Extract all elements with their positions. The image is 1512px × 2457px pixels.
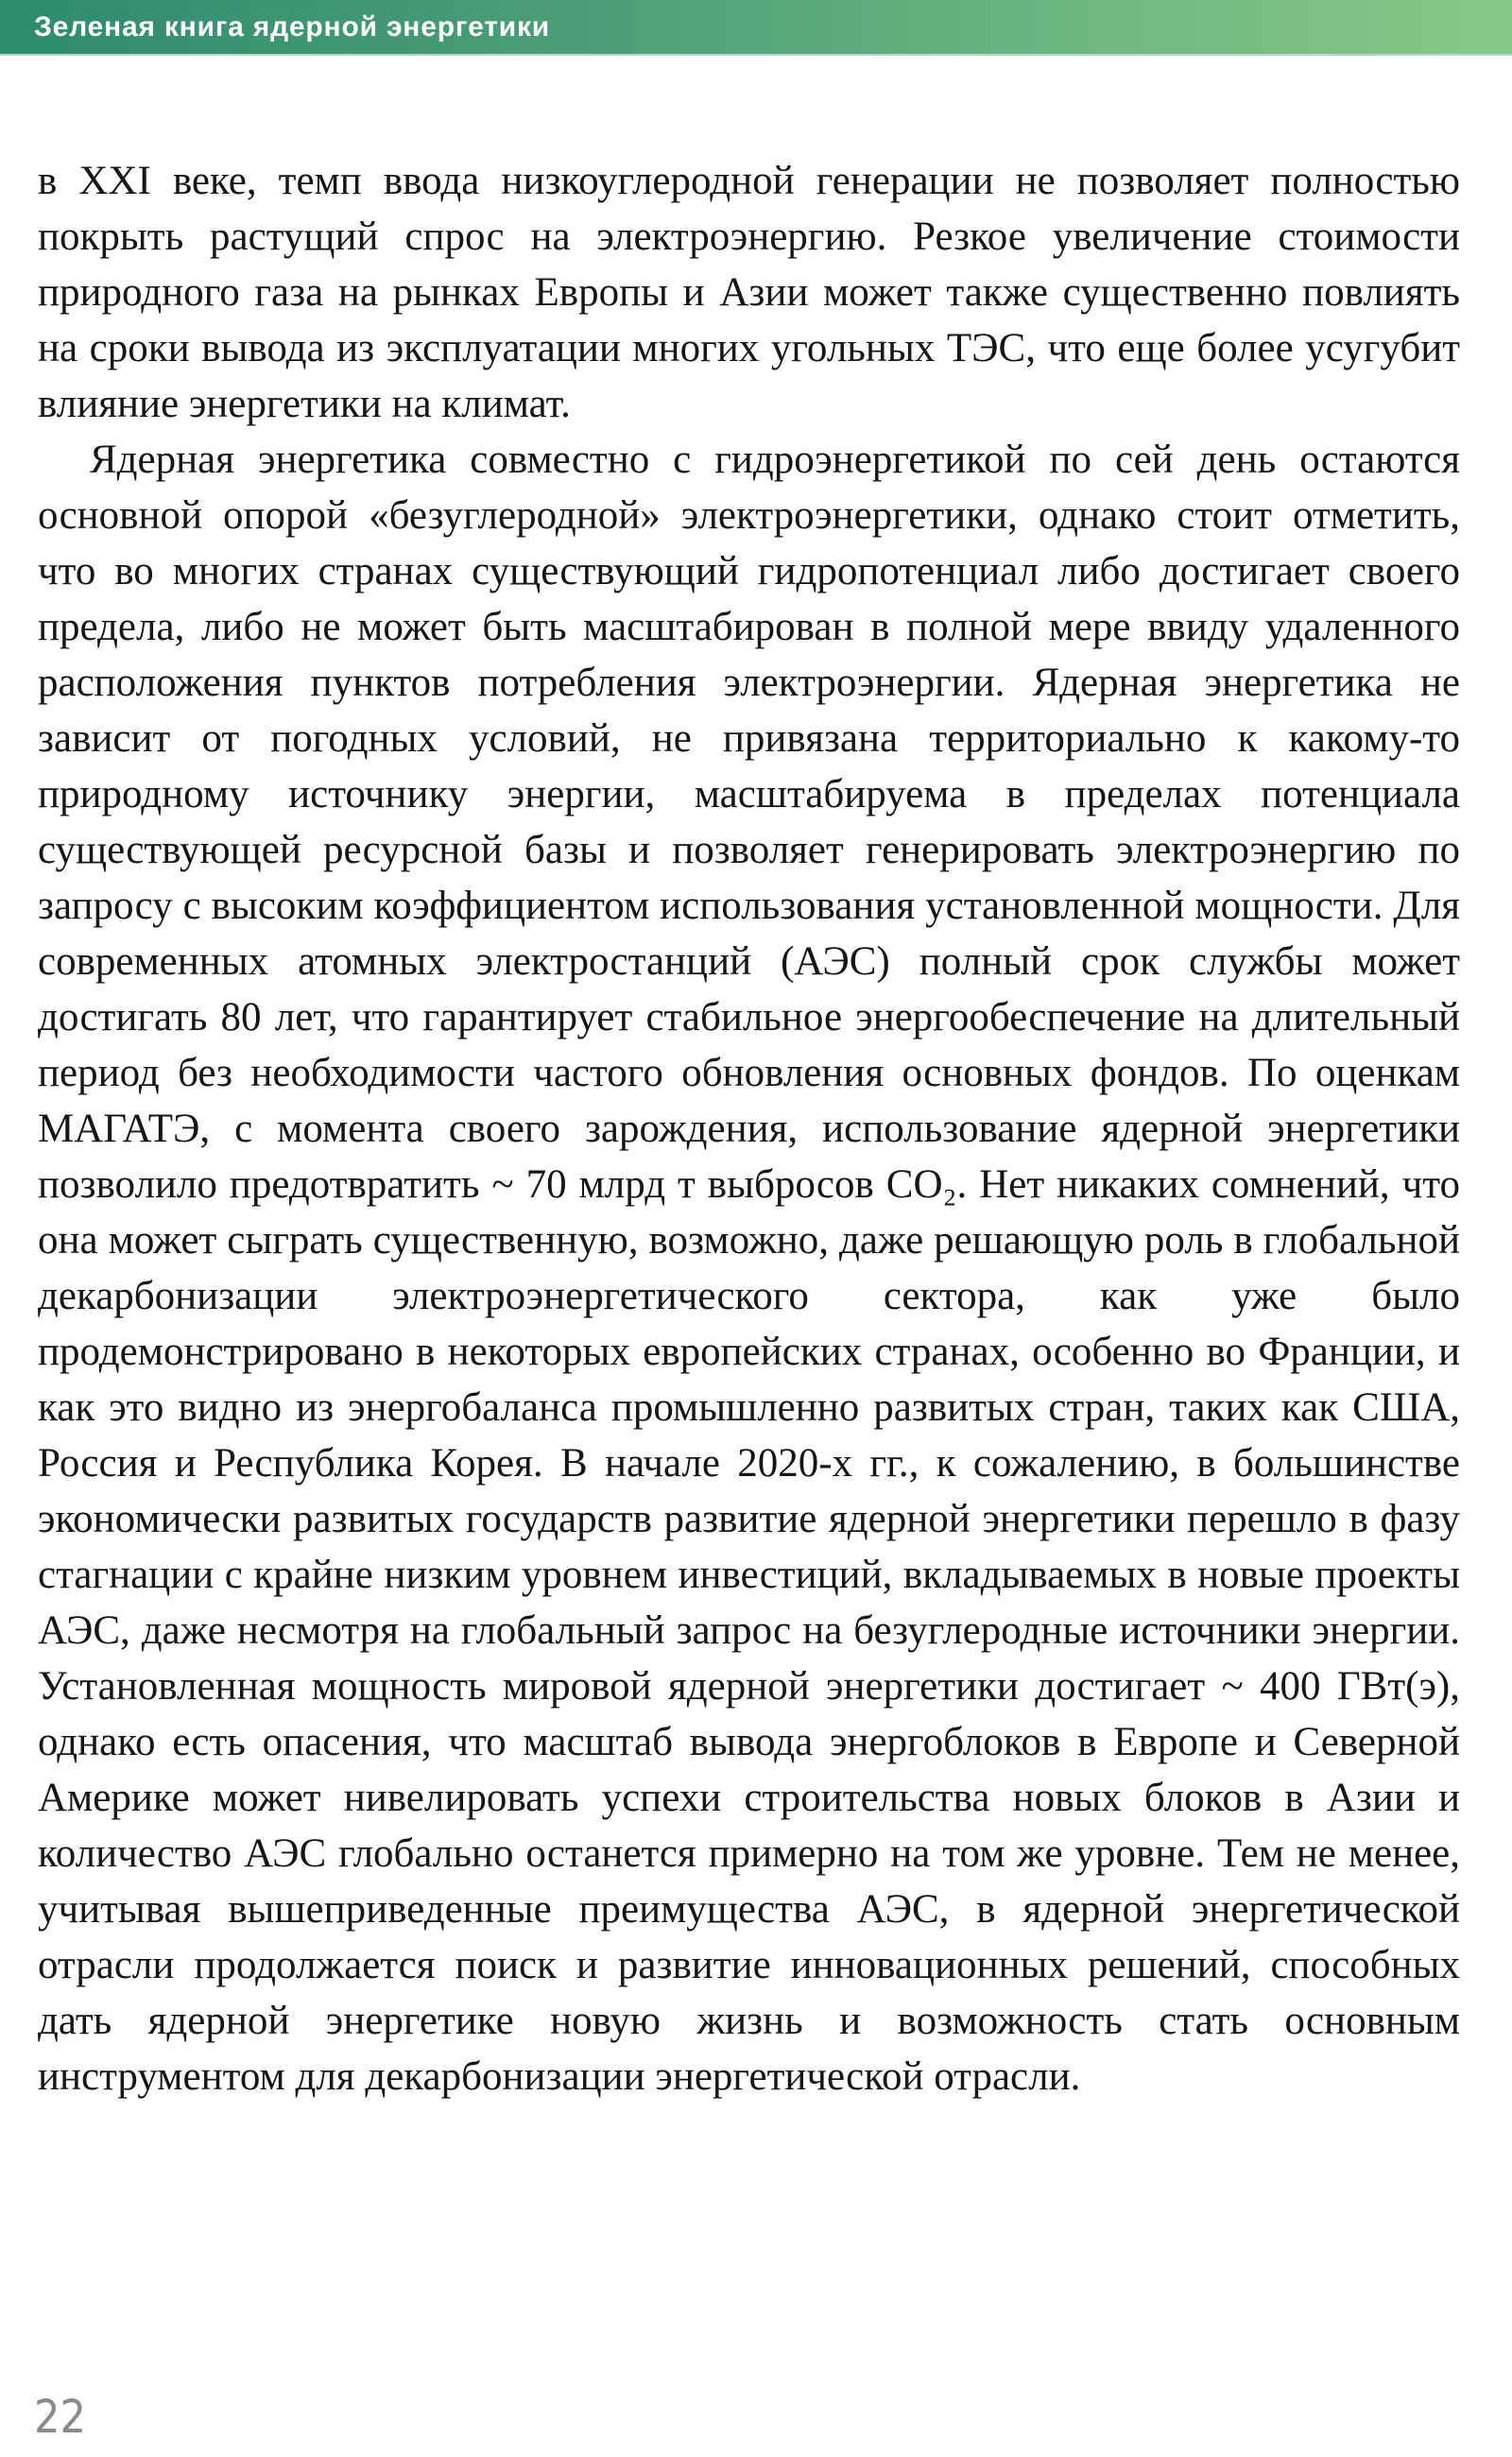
page-body (38, 153, 1460, 2105)
header-bar (0, 0, 1512, 54)
paragraph-main: Ядерная энергетика совместно с гидроэнергетикой по сей день остаются основной опорой «безуглеродной» электроэнергетики, однако стоит отметить, что во многих странах существующий гидропотенциал либо достигает своего предела, либо не может быть масштабирован в полной мере ввиду удаленного расположения пунктов потребления электроэнергии. Ядерная энергетика не зависит от погодных условий, не привязана территориально к какому-то природному источнику энергии, масштабируема в пределах потенциала существующей ресурсной базы и позволяет генерировать электроэнергию по запросу с высоким коэффициентом использования установленной мощности. Для современных атомных электростанций (АЭС) полный срок службы может достигать 80 лет, что гарантирует стабильное энергообеспечение на длительный период без необходимости частого обновления основных фондов. По оценкам МАГАТЭ, с момента своего зарождения, использование ядерной энергетики позволило предотвратить ~ 70 млрд т выбросов CO₂. Нет никаких сомнений, что она может сыграть существенную, возможно, даже решающую роль в глобальной декарбонизации электроэнергетического сектора, как уже было продемонстрировано в некоторых европейских странах, особенно во Франции, и как это видно из энергобаланса промышленно развитых стран, таких как США, Россия и Республика Корея. В начале 2020-х гг., к сожалению, в большинстве экономически развитых государств развитие ядерной энергетики перешло в фазу стагнации с крайне низким уровнем инвестиций, вкладываемых в новые проекты АЭС, даже несмотря на глобальный запрос на безуглеродные источники энергии. Установленная мощность мировой ядерной энергетики достигает ~ 400 ГВт(э), однако есть опасения, что масштаб вывода энергоблоков в Европе и Северной Америке может нивелировать успехи строительства новых блоков в Азии и количество АЭС глобально останется примерно на том же уровне. Тем не менее, учитывая вышеприведенные преимущества АЭС, в ядерной энергетической отрасли продолжается поиск и развитие инновационных решений, способных дать ядерной энергетике новую жизнь и возможность стать основным инструментом для декарбонизации энергетической отрасли. (38, 438, 1460, 2099)
paragraph-continuation: в XXI веке, темп ввода низкоуглеродной генерации не позволяет полностью покрыть растущий спрос на электроэнергию. Резкое увеличение стоимости природного газа на рынках Европы и Азии может также существенно повлиять на сроки вывода из эксплуатации многих угольных ТЭС, что еще более усугубит влияние энергетики на климат. (38, 159, 1460, 426)
header-title: Зеленая книга ядерной энергетики (34, 10, 551, 43)
page-number: 22 (34, 2391, 86, 2444)
